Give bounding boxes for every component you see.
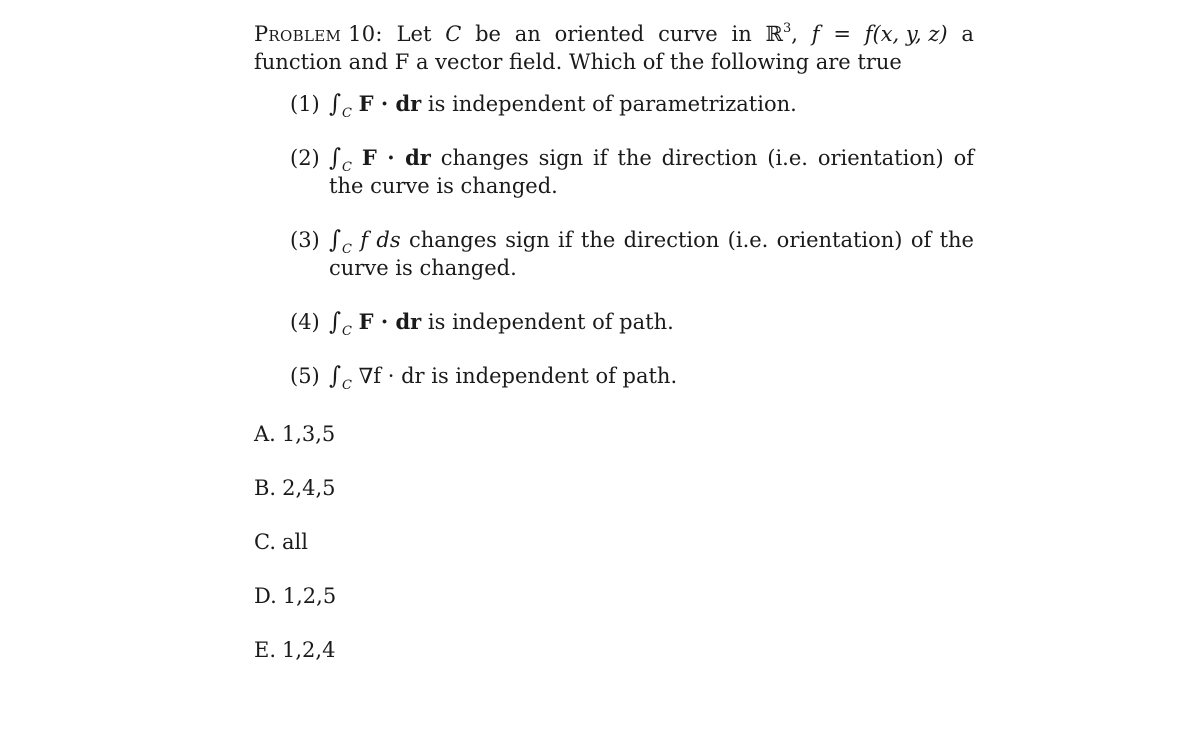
choice-letter: E. — [254, 638, 277, 662]
statement-text: changes sign if the direction (i.e. orientation) of the curve is changed. — [329, 146, 974, 198]
integrand: f ds — [360, 228, 401, 252]
integral-subscript: C — [341, 160, 352, 175]
choice-value: 2,4,5 — [282, 476, 336, 500]
choice-c[interactable] — [254, 528, 974, 556]
function-expression: f(x, y, z) — [864, 22, 948, 46]
statement-number: (4) — [290, 310, 320, 334]
integral-subscript: C — [341, 378, 352, 393]
choice-letter: A. — [254, 422, 276, 446]
choice-letter: C. — [254, 530, 276, 554]
choice-value: all — [282, 530, 308, 554]
integrand: F · dr — [361, 145, 431, 170]
intro-word: be — [475, 22, 501, 46]
choice-e[interactable] — [254, 636, 974, 664]
integral-sign: ∫ — [329, 90, 341, 118]
real-numbers-symbol: ℝ — [765, 22, 783, 46]
statement-text: is independent of path. — [424, 364, 678, 388]
integral-subscript: C — [341, 242, 352, 257]
statement-item — [290, 90, 974, 121]
statement-item — [290, 226, 974, 282]
integral-subscript: C — [341, 106, 352, 121]
intro-word: Let — [396, 22, 432, 46]
intro-word: an — [514, 22, 541, 46]
integrand: F · dr — [358, 309, 422, 334]
answer-choices — [254, 420, 974, 664]
choice-b[interactable] — [254, 474, 974, 502]
integral-sign: ∫ — [329, 144, 341, 172]
integrand: ∇f · dr — [358, 364, 425, 388]
statement-item — [290, 362, 974, 393]
choice-letter: D. — [254, 584, 277, 608]
intro-word: a — [961, 22, 974, 46]
statement-number: (5) — [290, 364, 320, 388]
statement-text: changes sign if the direction (i.e. orientation) of the curve is changed. — [329, 228, 974, 280]
choice-value: 1,2,4 — [282, 638, 336, 662]
choice-value: 1,3,5 — [281, 422, 336, 446]
curve-symbol: C — [445, 22, 462, 46]
choice-d[interactable] — [254, 582, 974, 610]
problem-intro-line-2: function and F a vector field. Which of the following are true — [254, 50, 902, 74]
exponent: 3 — [782, 21, 792, 36]
problem-statement — [254, 20, 974, 76]
integral-sign: ∫ — [329, 226, 341, 254]
statement-body — [329, 144, 974, 200]
problem-intro-line-1 — [254, 20, 974, 48]
integral-sign: ∫ — [329, 362, 341, 390]
function-symbol: f — [811, 22, 820, 46]
statement-number: (3) — [290, 228, 320, 252]
statement-body — [329, 226, 974, 282]
statement-text: is independent of path. — [421, 310, 674, 334]
statement-body — [329, 362, 974, 393]
integral-sign: ∫ — [329, 308, 341, 336]
statement-number: (1) — [290, 92, 320, 116]
r3-symbol — [766, 20, 798, 48]
problem-document — [254, 20, 974, 690]
comma: , — [791, 22, 798, 46]
statement-item — [290, 308, 974, 339]
statement-text: is independent of parametrization. — [421, 92, 797, 116]
choice-letter: B. — [254, 476, 277, 500]
statement-list — [290, 90, 974, 393]
statement-body — [329, 308, 974, 339]
choice-a[interactable] — [254, 420, 974, 448]
intro-word: curve — [658, 22, 718, 46]
integrand: F · dr — [358, 91, 422, 116]
integral-subscript: C — [341, 324, 352, 339]
statement-number: (2) — [290, 146, 320, 170]
problem-heading: Problem 10: — [254, 22, 383, 46]
intro-word: in — [731, 22, 752, 46]
equals-sign: = — [833, 22, 851, 46]
intro-word: oriented — [554, 22, 645, 46]
statement-body — [329, 90, 974, 121]
choice-value: 1,2,5 — [282, 584, 337, 608]
statement-item — [290, 144, 974, 200]
